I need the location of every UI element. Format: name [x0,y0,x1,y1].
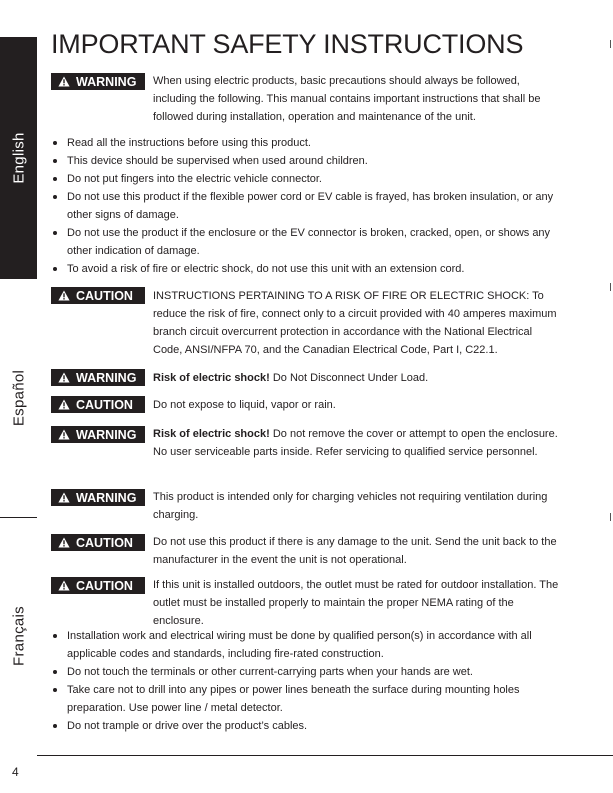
warning-triangle-icon [58,399,70,410]
edge-mark [610,40,611,48]
notice-text [153,488,563,524]
warning-triangle-icon [58,580,70,591]
page-title: IMPORTANT SAFETY INSTRUCTIONS [51,29,524,59]
notice-body: When using electric products, basic precautions should always be followed, including the following. This manual contains important instructions that shall be followed during installation, operation and maintenance of the unit. [153,75,541,123]
notice-body: INSTRUCTIONS PERTAINING TO A RISK OF FIRE OR ELECTRIC SHOCK: To reduce the risk of fire, connect only to a circuit provided with 40 amperes maximum branch circuit overcurrent protection in accordance with the National Electrical Code, ANSI/NFPA 70, and the Canadian Electrical Code, Part I, C22.1. [153,290,557,356]
bullet-icon [53,141,57,145]
list-item [51,260,563,278]
caution-badge [51,534,145,551]
bullet-icon [53,634,57,638]
bullet-icon [53,195,57,199]
warning-triangle-icon [58,290,70,301]
notice-emphasis: Risk of electric shock! [153,372,270,384]
notice-body: Do not remove the cover or attempt to open the enclosure. No user serviceable parts inside. Refer servicing to qualified service personnel. [153,428,558,458]
safety-bullet-list [51,134,563,278]
bullet-icon [53,724,57,728]
list-item [51,627,563,663]
notice-text [153,72,563,126]
notice-text [153,425,563,461]
notice-text [153,576,563,630]
bullet-icon [53,177,57,181]
list-item-text: To avoid a risk of fire or electric shock, do not use this unit with an extension cord. [67,263,465,275]
notice-text [153,533,563,569]
list-item [51,681,563,717]
page-number: 4 [12,765,19,779]
notice-text [153,287,563,359]
badge-label: CAUTION [76,397,133,412]
footer-rule [37,755,613,756]
warning-triangle-icon [58,76,70,87]
edge-mark [610,283,611,291]
badge-label: CAUTION [76,288,133,303]
warning-badge [51,73,145,90]
list-item-text: Do not trample or drive over the product’s cables. [67,720,308,732]
edge-mark [610,513,611,521]
language-tab-english [0,37,37,279]
caution-badge [51,577,145,594]
list-item-text: Do not use the product if the enclosure or the EV connector is broken, cracked, open, or shows any other indication of damage. [67,227,551,257]
badge-label: CAUTION [76,535,133,550]
list-item-text: Read all the instructions before using this product. [67,137,311,149]
list-item-text: Take care not to drill into any pipes or power lines beneath the surface during mounting holes preparation. Use power line / metal detector. [67,684,520,714]
notice-text [153,396,563,414]
list-item [51,134,563,152]
list-item-text: This device should be supervised when used around children. [67,155,368,167]
list-item [51,152,563,170]
notice-emphasis: Risk of electric shock! [153,428,270,440]
notice-text [153,369,563,387]
badge-label: WARNING [76,370,137,385]
badge-label: CAUTION [76,578,133,593]
warning-badge [51,489,145,506]
bullet-icon [53,670,57,674]
warning-triangle-icon [58,429,70,440]
list-item-text: Do not put fingers into the electric vehicle connector. [67,173,322,185]
warning-triangle-icon [58,492,70,503]
language-tab-label: Français [10,606,27,666]
notice-body: Do not use this product if there is any damage to the unit. Send the unit back to the manufacturer in the event the unit is not operational. [153,536,557,566]
bullet-icon [53,267,57,271]
badge-label: WARNING [76,427,137,442]
warning-badge [51,369,145,386]
warning-triangle-icon [58,537,70,548]
language-tab-label: English [10,132,27,184]
badge-label: WARNING [76,74,137,89]
language-tab-spanish [0,279,37,517]
list-item [51,663,563,681]
list-item-text: Installation work and electrical wiring must be done by qualified person(s) in accordance with all applicable codes and standards, including fire-rated construction. [67,630,532,660]
warning-triangle-icon [58,372,70,383]
notice-body: This product is intended only for charging vehicles not requiring ventilation during charging. [153,491,548,521]
bullet-icon [53,231,57,235]
notice-body: Do not expose to liquid, vapor or rain. [153,399,336,411]
list-item [51,224,563,260]
notice-body: If this unit is installed outdoors, the outlet must be rated for outdoor installation. The outlet must be installed properly to maintain the proper NEMA rating of the enclosure. [153,579,559,627]
bullet-icon [53,159,57,163]
list-item [51,170,563,188]
list-item-text: Do not touch the terminals or other current-carrying parts when your hands are wet. [67,666,473,678]
list-item [51,188,563,224]
installation-bullet-list [51,627,563,735]
caution-badge [51,396,145,413]
language-tab-label: Español [10,369,27,427]
caution-badge [51,287,145,304]
notice-body: Do Not Disconnect Under Load. [269,372,429,384]
badge-label: WARNING [76,490,137,505]
warning-badge [51,426,145,443]
language-tab-french [0,517,37,755]
list-item-text: Do not use this product if the flexible power cord or EV cable is frayed, has broken insulation, or any other signs of damage. [67,191,554,221]
list-item [51,717,563,735]
bullet-icon [53,688,57,692]
